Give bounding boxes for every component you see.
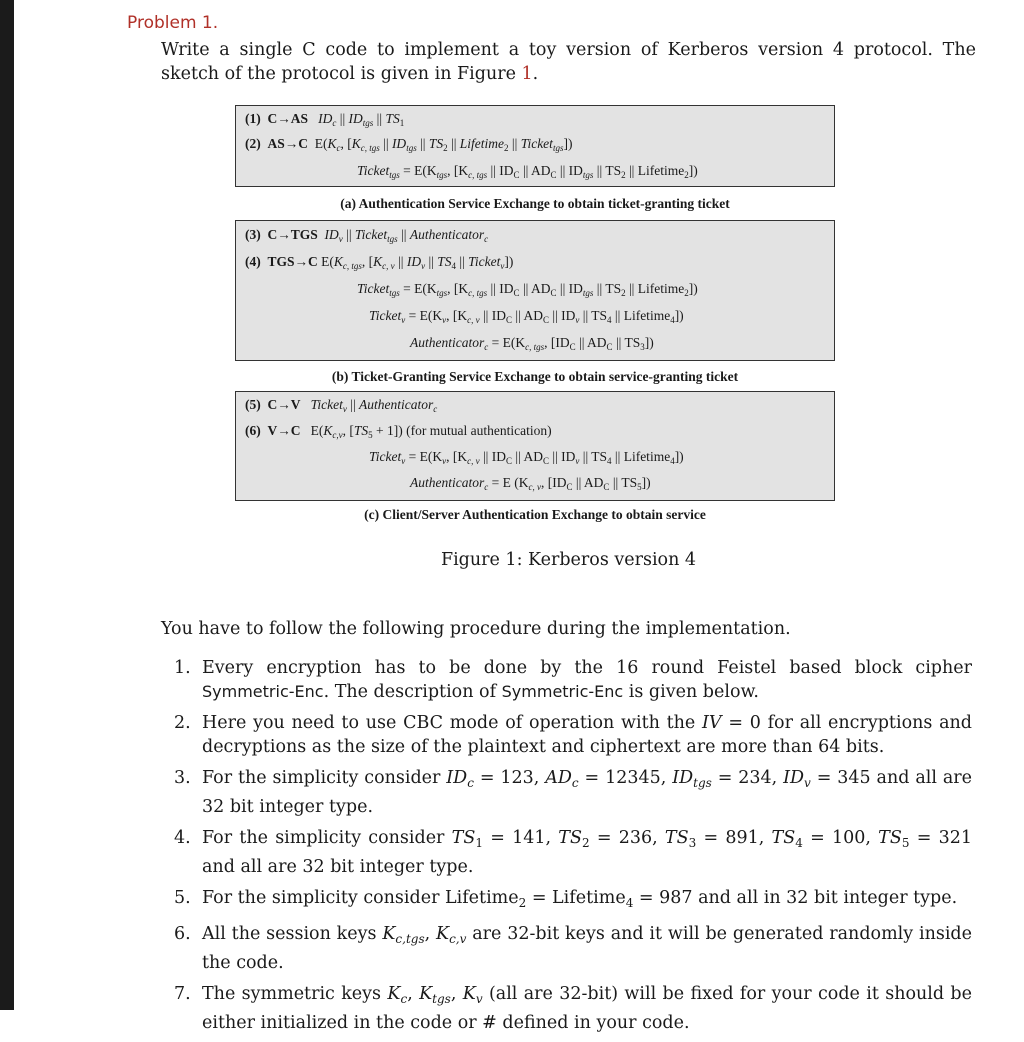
figure-reference-link[interactable]: 1 xyxy=(521,64,533,84)
intro-text: Write a single C code to implement a toy version of Kerberos version 4 protocol. The sketch of the protocol is given in Figure xyxy=(161,40,976,84)
procedure-intro: You have to follow the following procedure during the implementation. xyxy=(161,619,791,639)
list-item: 7. The symmetric keys $K_c$, $K_{tgs}$, $K_v$ (all are 32-bit) will be fixed for your code it should be either initialized in the code or # defined in your code. xyxy=(174,984,972,1033)
protocol-line-1: (1) C→AS $ID_c$ || $ID_{tgs}$ || $TS_1$ xyxy=(245,111,405,128)
cipher-name: Symmetric-Enc xyxy=(501,682,624,701)
ticket-tgs-definition-b: Ticket$_{tgs}$ = $E(K_{tgs}$, [$K_{c, tgs}$ || $ID_C$ || $AD_C$ || $ID_{tgs}$ || $TS_2$ || Lifetime$_2$]) xyxy=(357,281,698,298)
list-item: 6. All the session keys $K_{c,tgs}$, $K_{c,v}$ are 32-bit keys and it will be generated randomly inside the code. xyxy=(174,924,972,973)
ticket-v-definition-c: Ticket$_v$ = $E(K_v$, [$K_{c, v}$ || $ID_C$ || $AD_C$ || $ID_v$ || $TS_4$ || Lifetime$_4$]) xyxy=(369,449,684,466)
list-item: 5. For the simplicity consider Lifetime$_2$ = Lifetime$_4$ = 987 and all in 32 bit integer type. xyxy=(174,888,958,910)
protocol-line-3: (3) C→TGS $ID_v$ || Ticket$_{tgs}$ || Authenticator$_c$ xyxy=(245,227,489,244)
intro-paragraph xyxy=(161,38,976,86)
problem-title: Problem 1. xyxy=(127,13,219,33)
authenticator-definition-c: Authenticator$_c$ = E ($K_{c, v}$, [$ID_C$ || $AD_C$ || $TS_5$]) xyxy=(410,475,651,492)
list-item: 3. For the simplicity consider $ID_c = 123$, $AD_c = 12345$, $ID_{tgs} = 234$, $ID_v = 345$ and all are 32 bit integer type. xyxy=(174,768,972,817)
list-item: 1. Every encryption has to be done by the 16 round Feistel based block cipher Symmetric-Enc. The description of Symmetric-Enc is given below. xyxy=(174,658,972,702)
protocol-line-4: (4) TGS→C $E(K_{c, tgs}$, [$K_{c, v}$ || $ID_v$ || $TS_4$ || Ticket$_v$]) xyxy=(245,254,514,271)
figure-caption: Figure 1: Kerberos version 4 xyxy=(440,550,697,570)
procedure-list xyxy=(174,656,972,1042)
list-item: 2. Here you need to use CBC mode of operation with the IV = 0 for all encryptions and decryptions as the size of the plaintext and ciphertext are more than 64 bits. xyxy=(174,713,972,757)
ticket-tgs-definition-a: Ticket$_{tgs}$ = $E(K_{tgs}$, [$K_{c, tgs}$ || $ID_C$ || $AD_C$ || $ID_{tgs}$ || $TS_2$ || Lifetime$_2$]) xyxy=(357,163,698,180)
cipher-name: Symmetric-Enc xyxy=(202,682,324,701)
protocol-line-2: (2) AS→C $E(K_c$, [$K_{c, tgs}$ || $ID_{tgs}$ || $TS_2$ || Lifetime$_2$ || Ticket$_{tgs}$]) xyxy=(245,136,573,153)
protocol-line-6: (6) V→C $E(K_{c,v}$, $[TS_5 + 1]$) (for mutual authentication) xyxy=(245,423,552,440)
protocol-box-a xyxy=(235,105,835,187)
caption-a: (a) Authentication Service Exchange to obtain ticket-granting ticket xyxy=(340,196,730,211)
protocol-box-c xyxy=(235,391,835,501)
caption-b: (b) Ticket-Granting Service Exchange to obtain service-granting ticket xyxy=(331,369,739,384)
protocol-box-b xyxy=(235,220,835,361)
authenticator-definition-b: Authenticator$_c$ = $E(K_{c, tgs}$, [$ID_C$ || $AD_C$ || $TS_3$]) xyxy=(410,335,654,352)
caption-c: (c) Client/Server Authentication Exchange to obtain service xyxy=(364,507,706,522)
protocol-line-5: (5) C→V Ticket$_v$ || Authenticator$_c$ xyxy=(245,397,438,414)
list-item: 4. For the simplicity consider $TS_1 = 141$, $TS_2 = 236$, $TS_3 = 891$, $TS_4 = 100$, $TS_5 = 321$ and all are 32 bit integer type. xyxy=(174,828,972,877)
intro-end: . xyxy=(532,64,539,84)
ticket-v-definition-b: Ticket$_v$ = $E(K_v$, [$K_{c, v}$ || $ID_C$ || $AD_C$ || $ID_v$ || $TS_4$ || Lifetime$_4$]) xyxy=(369,308,684,325)
